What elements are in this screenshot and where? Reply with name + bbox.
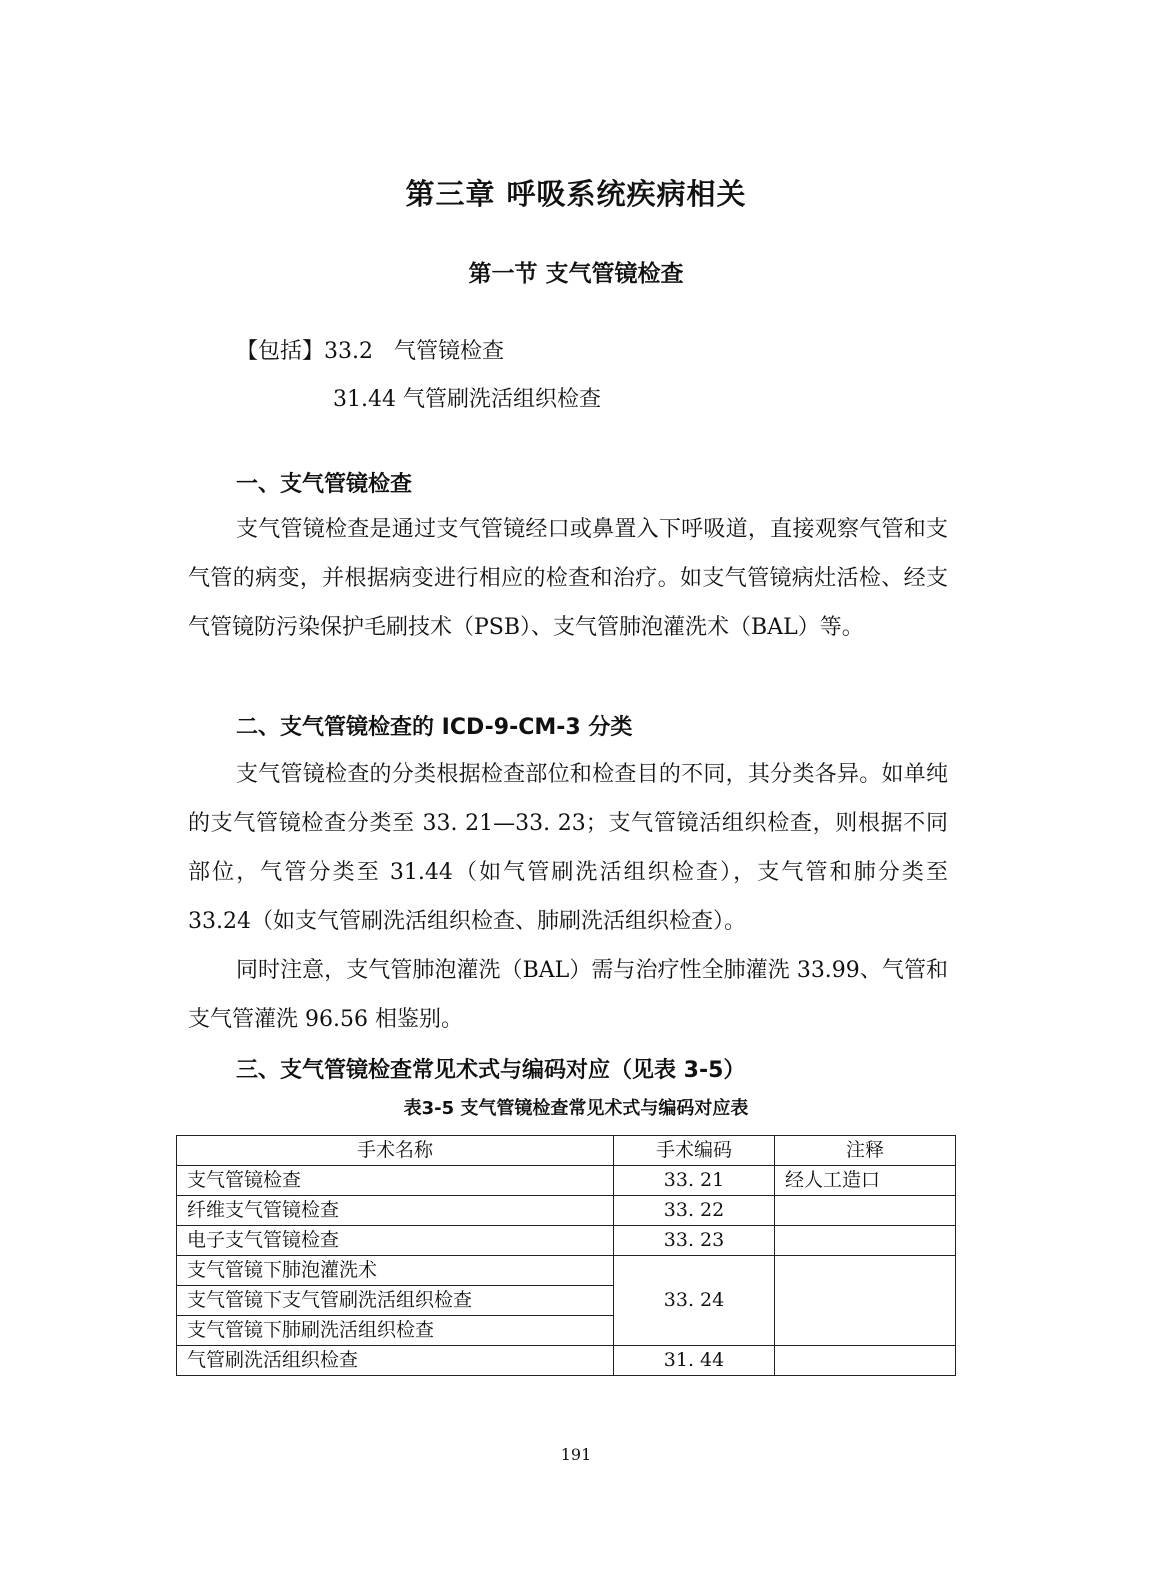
procedure-code: 33. 22 [614, 1196, 775, 1226]
inclusion-line-1 [236, 337, 504, 367]
inclusion-name: 气管刷洗活组织检查 [403, 387, 602, 412]
procedure-name: 电子支气管镜检查 [177, 1226, 614, 1256]
code-table [176, 1135, 956, 1376]
table-row [177, 1346, 956, 1376]
procedure-code: 31. 44 [614, 1346, 775, 1376]
header-notes: 注释 [775, 1136, 956, 1166]
paragraph-1: 支气管镜检查是通过支气管镜经口或鼻置入下呼吸道，直接观察气管和支气管的病变，并根据病变进行相应的检查和治疗。如支气管镜病灶活检、经支气管镜防污染保护毛刷技术（PSB）、支气管肺泡灌洗术（BAL）等。 [188, 517, 948, 640]
section-title: 第一节 支气管镜检查 [468, 261, 684, 287]
procedure-name: 支气管镜下支气管刷洗活组织检查 [177, 1286, 614, 1316]
procedure-name: 支气管镜下肺刷洗活组织检查 [177, 1316, 614, 1346]
inclusion-label: 【包括】 [236, 339, 325, 364]
procedure-code: 33. 23 [614, 1226, 775, 1256]
header-procedure-name: 手术名称 [177, 1136, 614, 1166]
table-row [177, 1196, 956, 1226]
paragraph-3: 同时注意，支气管肺泡灌洗（BAL）需与治疗性全肺灌洗 33.99、气管和支气管灌洗 96.56 相鉴别。 [188, 958, 948, 1032]
procedure-note [775, 1226, 956, 1256]
table-row [177, 1166, 956, 1196]
procedure-name: 支气管镜下肺泡灌洗术 [177, 1256, 614, 1286]
procedure-name: 纤维支气管镜检查 [177, 1196, 614, 1226]
inclusion-code: 31.44 [333, 387, 396, 412]
chapter-title: 第三章 呼吸系统疾病相关 [405, 177, 747, 211]
table-row [177, 1256, 956, 1286]
subsection-heading-1: 一、支气管镜检查 [236, 472, 413, 497]
procedure-note [775, 1256, 956, 1346]
inclusion-line-2 [333, 385, 601, 415]
page-number: 191 [560, 1445, 592, 1464]
procedure-code: 33. 21 [614, 1166, 775, 1196]
procedure-note [775, 1346, 956, 1376]
procedure-name: 支气管镜检查 [177, 1166, 614, 1196]
procedure-name: 气管刷洗活组织检查 [177, 1346, 614, 1376]
table-row [177, 1226, 956, 1256]
header-procedure-code: 手术编码 [614, 1136, 775, 1166]
procedure-note: 经人工造口 [775, 1166, 956, 1196]
inclusion-name: 气管镜检查 [394, 339, 505, 364]
table-header-row [177, 1136, 956, 1166]
subsection-heading-3: 三、支气管镜检查常见术式与编码对应（见表 3-5） [236, 1058, 746, 1083]
table-caption: 表3-5 支气管镜检查常见术式与编码对应表 [403, 1098, 749, 1119]
procedure-note [775, 1196, 956, 1226]
inclusion-code: 33.2 [324, 339, 373, 364]
paragraph-2: 支气管镜检查的分类根据检查部位和检查目的不同，其分类各异。如单纯的支气管镜检查分类至 33. 21—33. 23；支气管镜活组织检查，则根据不同部位，气管分类至 31.44（如气管刷洗活组织检查），支气管和肺分类至 33.24（如支气管刷洗活组织检查、肺刷洗活组织检查）。 [188, 762, 948, 934]
procedure-code: 33. 24 [614, 1256, 775, 1346]
subsection-heading-2: 二、支气管镜检查的 ICD-9-CM-3 分类 [236, 715, 633, 740]
